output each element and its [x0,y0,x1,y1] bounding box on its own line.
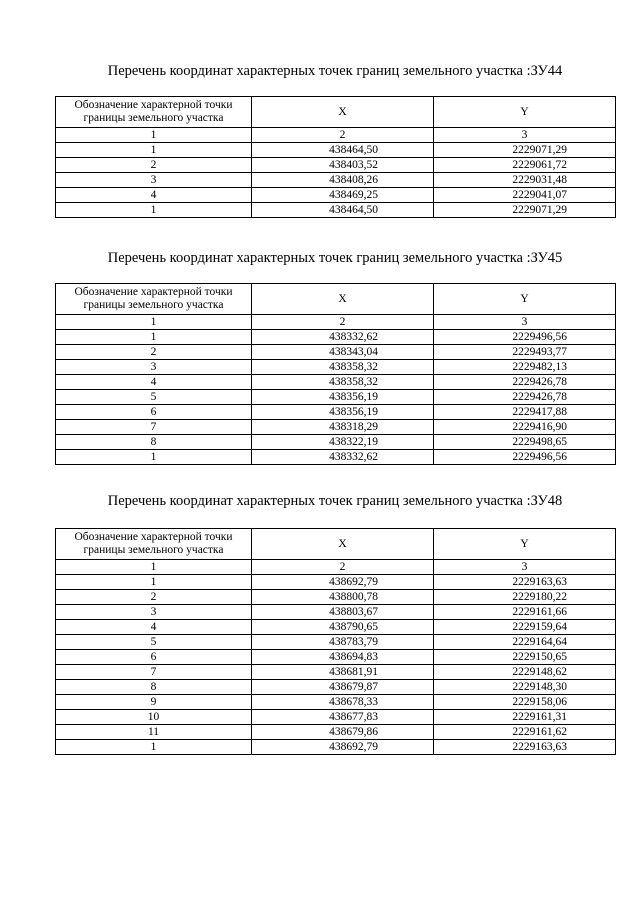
table-row [56,435,616,450]
y-coordinate-cell: 2229426,78 [434,375,616,390]
col-number-3: 3 [434,128,616,143]
coord-table-wrap-zu44 [55,96,615,218]
point-number-cell: 2 [56,590,252,605]
table-row [56,188,616,203]
point-number-cell: 7 [56,665,252,680]
point-number-cell: 1 [56,740,252,755]
y-coordinate-cell: 2229416,90 [434,420,616,435]
col-number-3: 3 [434,315,616,330]
point-number-cell: 2 [56,345,252,360]
x-coordinate-cell: 438358,32 [252,375,434,390]
point-number-cell: 8 [56,435,252,450]
point-number-cell: 1 [56,450,252,465]
point-number-cell: 2 [56,158,252,173]
y-coordinate-cell: 2229031,48 [434,173,616,188]
y-coordinate-cell: 2229496,56 [434,330,616,345]
y-coordinate-cell: 2229417,88 [434,405,616,420]
y-coordinate-cell: 2229161,62 [434,725,616,740]
header-y: Y [434,97,616,128]
x-coordinate-cell: 438356,19 [252,405,434,420]
coord-section-zu44 [55,62,615,80]
section-title: Перечень координат характерных точек границ земельного участка :ЗУ48 [107,493,563,509]
table-row [56,665,616,680]
y-coordinate-cell: 2229041,07 [434,188,616,203]
coord-section-zu45 [55,249,615,267]
table-row [56,360,616,375]
table-row [56,173,616,188]
point-number-cell: 1 [56,330,252,345]
y-coordinate-cell: 2229163,63 [434,740,616,755]
y-coordinate-cell: 2229163,63 [434,575,616,590]
col-number-2: 2 [252,560,434,575]
x-coordinate-cell: 438692,79 [252,575,434,590]
table-row [56,695,616,710]
y-coordinate-cell: 2229161,66 [434,605,616,620]
x-coordinate-cell: 438678,33 [252,695,434,710]
x-coordinate-cell: 438356,19 [252,390,434,405]
point-number-cell: 6 [56,405,252,420]
x-coordinate-cell: 438408,26 [252,173,434,188]
table-row [56,143,616,158]
col-number-1: 1 [56,560,252,575]
point-number-cell: 5 [56,390,252,405]
x-coordinate-cell: 438692,79 [252,740,434,755]
table-row [56,203,616,218]
y-coordinate-cell: 2229158,06 [434,695,616,710]
table-row [56,605,616,620]
table-row [56,710,616,725]
x-coordinate-cell: 438322,19 [252,435,434,450]
x-coordinate-cell: 438464,50 [252,203,434,218]
y-coordinate-cell: 2229071,29 [434,143,616,158]
y-coordinate-cell: 2229071,29 [434,203,616,218]
point-number-cell: 1 [56,143,252,158]
col-number-1: 1 [56,315,252,330]
point-number-cell: 9 [56,695,252,710]
y-coordinate-cell: 2229496,56 [434,450,616,465]
y-coordinate-cell: 2229180,22 [434,590,616,605]
table-row [56,725,616,740]
point-number-cell: 4 [56,188,252,203]
y-coordinate-cell: 2229426,78 [434,390,616,405]
x-coordinate-cell: 438332,62 [252,330,434,345]
coord-table [55,528,616,755]
point-number-cell: 8 [56,680,252,695]
y-coordinate-cell: 2229150,65 [434,650,616,665]
point-number-cell: 3 [56,605,252,620]
col-number-1: 1 [56,128,252,143]
coord-table [55,96,616,218]
x-coordinate-cell: 438358,32 [252,360,434,375]
header-x: X [252,529,434,560]
y-coordinate-cell: 2229482,13 [434,360,616,375]
table-row [56,620,616,635]
table-row [56,345,616,360]
point-number-cell: 1 [56,575,252,590]
table-row [56,740,616,755]
col-number-3: 3 [434,560,616,575]
point-number-cell: 11 [56,725,252,740]
x-coordinate-cell: 438403,52 [252,158,434,173]
table-row [56,650,616,665]
y-coordinate-cell: 2229161,31 [434,710,616,725]
header-y: Y [434,284,616,315]
header-point-label: Обозначение характерной точки границы земельного участка [56,97,252,128]
y-coordinate-cell: 2229061,72 [434,158,616,173]
x-coordinate-cell: 438800,78 [252,590,434,605]
table-row [56,158,616,173]
header-y: Y [434,529,616,560]
point-number-cell: 4 [56,375,252,390]
table-row [56,680,616,695]
coord-table [55,283,616,465]
x-coordinate-cell: 438318,29 [252,420,434,435]
x-coordinate-cell: 438343,04 [252,345,434,360]
x-coordinate-cell: 438464,50 [252,143,434,158]
table-row [56,635,616,650]
table-row [56,575,616,590]
table-row [56,420,616,435]
y-coordinate-cell: 2229148,30 [434,680,616,695]
x-coordinate-cell: 438677,83 [252,710,434,725]
x-coordinate-cell: 438694,83 [252,650,434,665]
point-number-cell: 6 [56,650,252,665]
table-row [56,390,616,405]
x-coordinate-cell: 438790,65 [252,620,434,635]
col-number-2: 2 [252,128,434,143]
y-coordinate-cell: 2229159,64 [434,620,616,635]
coord-section-zu48 [55,492,615,510]
x-coordinate-cell: 438679,87 [252,680,434,695]
point-number-cell: 10 [56,710,252,725]
point-number-cell: 1 [56,203,252,218]
y-coordinate-cell: 2229164,64 [434,635,616,650]
table-row [56,450,616,465]
point-number-cell: 3 [56,173,252,188]
x-coordinate-cell: 438803,67 [252,605,434,620]
x-coordinate-cell: 438332,62 [252,450,434,465]
x-coordinate-cell: 438681,91 [252,665,434,680]
y-coordinate-cell: 2229493,77 [434,345,616,360]
table-row [56,590,616,605]
header-point-label: Обозначение характерной точки границы земельного участка [56,284,252,315]
table-row [56,405,616,420]
table-row [56,375,616,390]
coord-table-wrap-zu48 [55,528,615,755]
y-coordinate-cell: 2229498,65 [434,435,616,450]
section-title: Перечень координат характерных точек границ земельного участка :ЗУ45 [107,250,563,266]
header-x: X [252,97,434,128]
point-number-cell: 3 [56,360,252,375]
point-number-cell: 4 [56,620,252,635]
point-number-cell: 5 [56,635,252,650]
table-row [56,330,616,345]
point-number-cell: 7 [56,420,252,435]
x-coordinate-cell: 438679,86 [252,725,434,740]
col-number-2: 2 [252,315,434,330]
y-coordinate-cell: 2229148,62 [434,665,616,680]
header-point-label: Обозначение характерной точки границы земельного участка [56,529,252,560]
header-x: X [252,284,434,315]
x-coordinate-cell: 438783,79 [252,635,434,650]
x-coordinate-cell: 438469,25 [252,188,434,203]
coord-table-wrap-zu45 [55,283,615,465]
section-title: Перечень координат характерных точек границ земельного участка :ЗУ44 [107,63,563,79]
